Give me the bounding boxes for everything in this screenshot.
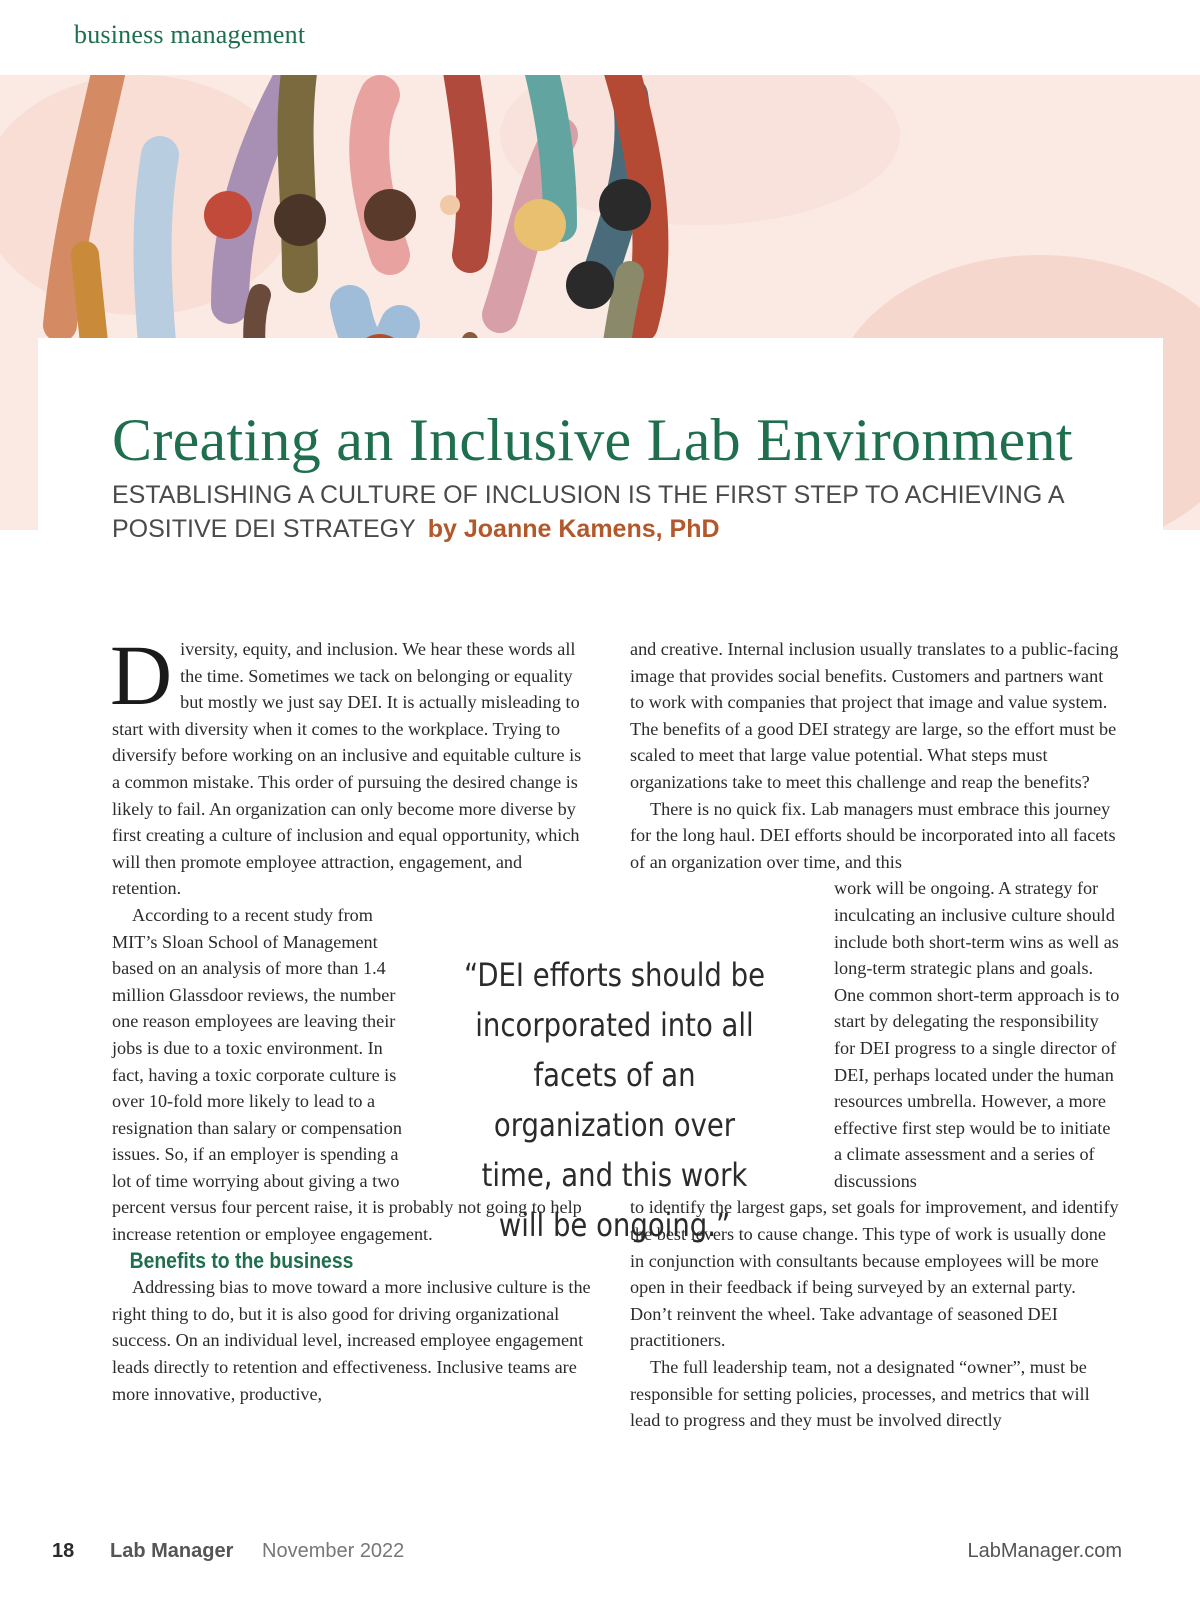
paragraph-quick-fix-cont: to identify the largest gaps, set goals for improvement, and identify the best levers to cause change. This type of work is usually done in conjunction with consultants because employees will be more open in their feedback if being surveyed by an external party. Don’t reinvent the wheel. Take advantage of seasoned DEI practitioners. [630,1197,1119,1351]
website-link[interactable]: LabManager.com [967,1540,1122,1562]
section-label: business management [74,20,306,49]
intro-text: iversity, equity, and inclusion. We hear these words all the time. Sometimes we tack on belonging or equality but mostly we just say DEI. It is actually misleading to start with diversity when it comes to the workplace. Trying to diversify before working on an inclusive and equitable culture is a common mistake. This order of pursuing the desired change is likely to fail. An organization can only become more diverse by first creating a culture of inclusion and equal opportunity, which will then promote employee attraction, engagement, and retention. [112,639,582,899]
title-card [38,338,1163,598]
deck-text: ESTABLISHING A CULTURE OF INCLUSION IS THE FIRST STEP TO ACHIEVING A POSITIVE DEI STRATEGY [112,481,1064,543]
magazine-name: Lab Manager [110,1540,234,1562]
byline: by Joanne Kamens, PhD [427,515,720,543]
paragraph-leadership: The full leadership team, not a designated “owner”, must be responsible for setting policies, processes, and metrics that will lead to progress and they must be involved directly [630,1357,1090,1431]
page-number: 18 [52,1540,75,1562]
paragraph-creative: and creative. Internal inclusion usually translates to a public-facing image that provides social benefits. Customers and partners want to work with companies that project that image and value system. The benefits of a good DEI strategy are large, so the effort must be scaled to meet that large value potential. What steps must organizations take to meet this challenge and reap the benefits? [630,639,1119,792]
issue-date: November 2022 [262,1540,405,1562]
paragraph-intro [110,627,592,902]
drop-cap: D [110,627,173,723]
article-deck [112,478,1132,546]
pull-quote: “DEI efforts should be incorporated into all facets of an organization over time, and this work will be ongoing.” [463,956,766,1244]
section-heading-benefits: Benefits to the business [129,1247,354,1273]
article-title: Creating an Inclusive Lab Environment [112,407,1073,473]
paragraph-study-cont: percent versus four percent raise, it is probably not going to help increase retention or employee engagement. [112,1197,582,1245]
paragraph-quick-fix-narrow: work will be ongoing. A strategy for inculcating an inclusive culture should include both short-term wins as well as long-term strategic plans and goals. One common short-term approach is to start by delegating the responsibility for DEI progress to a single director of DEI, perhaps located under the human resources umbrella. However, a more effective first step would be to initiate a climate assessment and a series of discussions [834,878,1120,1191]
paragraph-study: According to a recent study from MIT’s Sloan School of Management based on an analysis of more than 1.4 million Glassdoor reviews, the number one reason employees are leaving their jobs is due to a toxic environment. In fact, having a toxic corporate culture is over 10-fold more likely to lead to a resignation than salary or compensation issues. So, if an employer is spending a lot of time worrying about giving a two [112,904,402,1191]
paragraph-benefits: Addressing bias to move toward a more inclusive culture is the right thing to do, but it is also good for driving organizational success. On an individual level, increased employee engagement leads directly to retention and effectiveness. Inclusive teams are more innovative, productive, [112,1277,591,1404]
page-footer [52,1540,1122,1570]
paragraph-quick-fix: There is no quick fix. Lab managers must embrace this journey for the long haul. DEI efforts should be incorporated into all facets of an organization over time, and this [630,798,1116,872]
